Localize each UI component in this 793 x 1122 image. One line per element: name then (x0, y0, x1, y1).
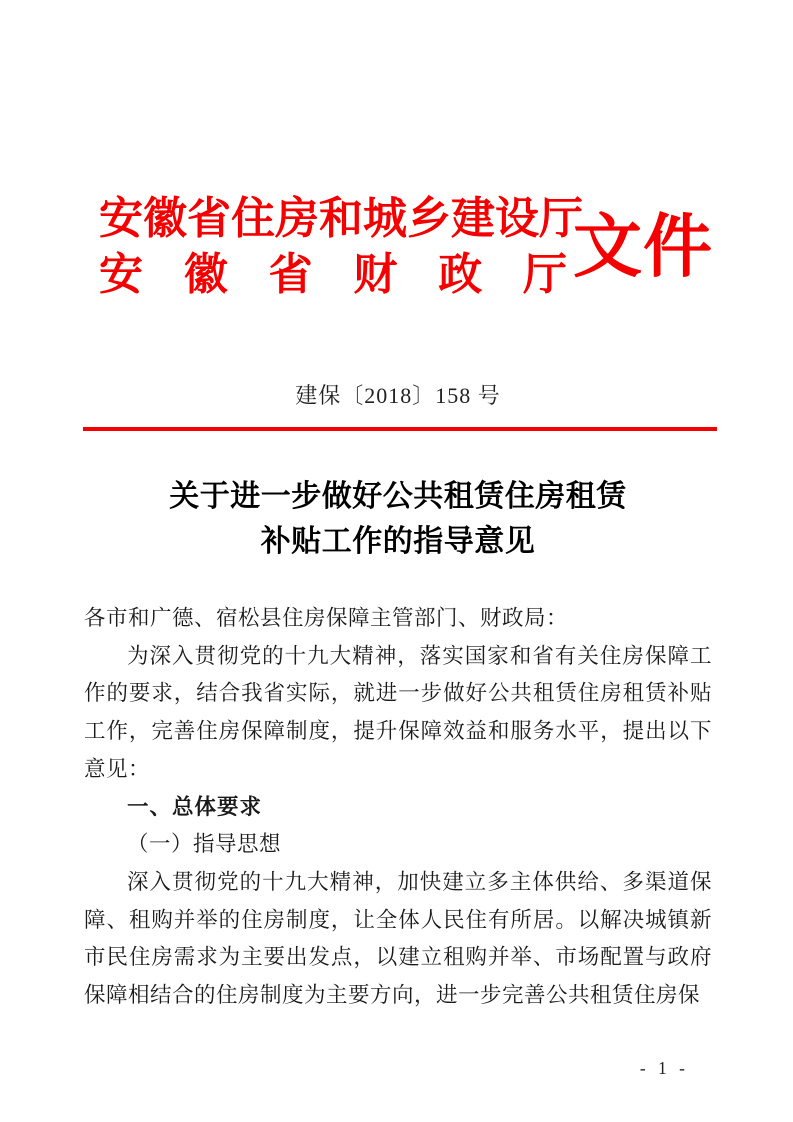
paragraph-guiding-ideology: 深入贯彻党的十九大精神，加快建立多主体供给、多渠道保障、租购并举的住房制度，让全体人民住有所居。以解决城镇新市民住房需求为主要出发点，以建立租购并举、市场配置与政府保障相结合的住房制度为主要方向，进一步完善公共租赁住房保 (84, 869, 712, 1008)
red-separator-line (83, 427, 717, 431)
doc-type-label: 文件 (573, 208, 713, 285)
salutation: 各市和广德、宿松县住房保障主管部门、财政局： (84, 606, 569, 630)
document-body (84, 600, 712, 1015)
subsection-heading-guiding-ideology: （一）指导思想 (127, 832, 282, 857)
doc-number: 建保〔2018〕158 号 (295, 383, 501, 408)
document-title-line1: 关于进一步做好公共租赁住房租赁 (169, 480, 627, 513)
document-title (84, 474, 712, 564)
red-letterhead (99, 191, 713, 303)
agency-name-line2: 安徽省财政厅 (99, 250, 567, 299)
section-heading-overall-requirements: 一、总体要求 (127, 794, 263, 819)
paragraph-intro: 为深入贯彻党的十九大精神，落实国家和省有关住房保障工作的要求，结合我省实际，就进一步做好公共租赁住房租赁补贴工作，完善住房保障制度，提升保障效益和服务水平，提出以下意见： (84, 643, 712, 781)
document-title-line2: 补贴工作的指导意见 (260, 525, 536, 558)
agency-names (99, 191, 583, 303)
page-number: - 1 - (639, 1058, 689, 1078)
agency-name-line1: 安徽省住房和城乡建设厅 (99, 194, 583, 243)
